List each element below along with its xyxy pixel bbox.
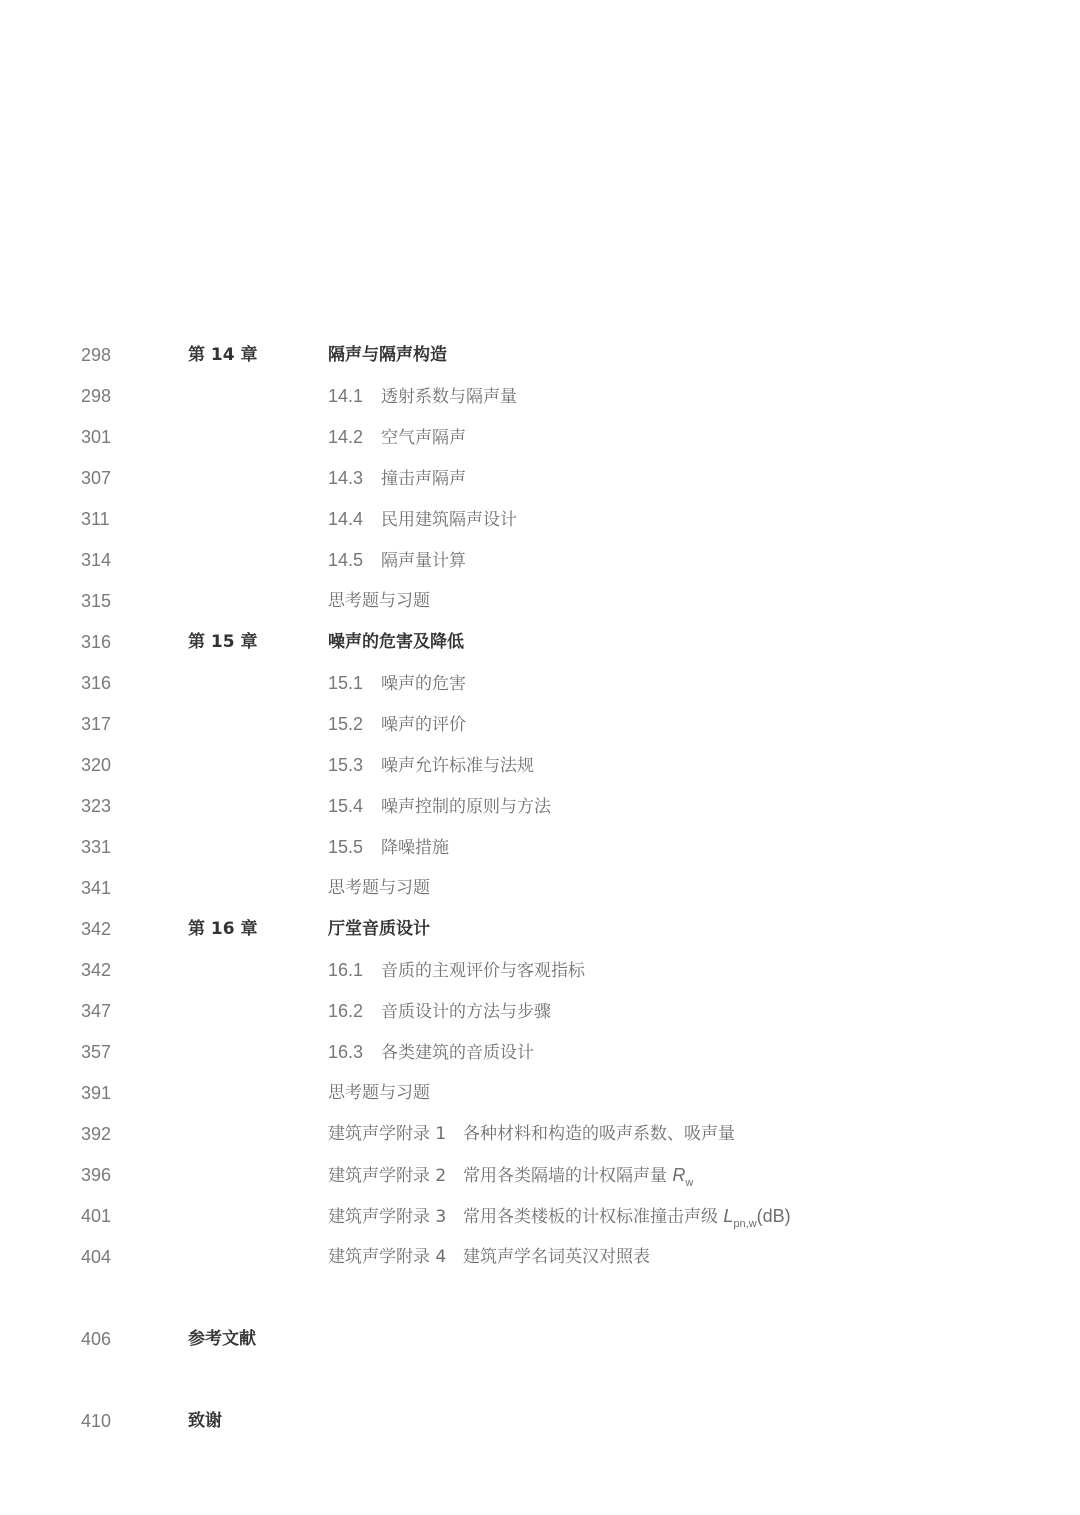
- section-entry: [328, 376, 517, 418]
- section-number: 16.2: [328, 1001, 364, 1021]
- section-title: 空气声隔声: [381, 428, 466, 448]
- chapter-label: 第 16 章: [188, 919, 258, 939]
- section-number: 16.1: [328, 960, 364, 980]
- toc-section-15-3[interactable]: [0, 745, 1080, 786]
- toc-section-14-3[interactable]: [0, 458, 1080, 499]
- page-number: 323: [81, 796, 112, 816]
- toc-acknowledgements[interactable]: [0, 1401, 1080, 1442]
- page-number: 320: [81, 755, 112, 775]
- page-number: 342: [81, 960, 112, 980]
- toc-appendix-2[interactable]: [0, 1155, 1080, 1196]
- page-number: 341: [81, 878, 112, 898]
- toc-appendix-4[interactable]: [0, 1237, 1080, 1278]
- appendix-entry: [328, 1196, 791, 1240]
- unit-label: (dB): [756, 1206, 791, 1226]
- section-entry: [328, 458, 466, 500]
- section-number: 14.4: [328, 509, 364, 529]
- appendix-title: 各种材料和构造的吸声系数、吸声量: [463, 1124, 735, 1144]
- appendix-entry: [328, 1237, 650, 1278]
- toc-section-14-5[interactable]: [0, 540, 1080, 581]
- toc-section-15-5[interactable]: [0, 827, 1080, 868]
- symbol-r: R: [672, 1165, 686, 1185]
- section-title: 各类建筑的音质设计: [381, 1043, 534, 1063]
- section-title: 噪声允许标准与法规: [381, 756, 534, 776]
- toc-exercises-15[interactable]: [0, 868, 1080, 909]
- page-number: 311: [81, 509, 110, 529]
- page-number: 307: [81, 468, 112, 488]
- page-number: 314: [81, 550, 112, 570]
- page-number: 315: [81, 591, 112, 611]
- toc-section-15-4[interactable]: [0, 786, 1080, 827]
- section-title: 噪声控制的原则与方法: [381, 797, 551, 817]
- page-number: 342: [81, 919, 112, 939]
- page-number: 410: [81, 1411, 112, 1431]
- section-entry: [328, 704, 466, 746]
- section-title: 透射系数与隔声量: [381, 387, 517, 407]
- page-number: 396: [81, 1165, 112, 1185]
- symbol-l: L: [723, 1206, 734, 1226]
- toc-section-16-1[interactable]: [0, 950, 1080, 991]
- section-title: 撞击声隔声: [381, 469, 466, 489]
- section-entry: [328, 417, 466, 459]
- toc-section-16-3[interactable]: [0, 1032, 1080, 1073]
- section-number: 15.5: [328, 837, 364, 857]
- toc-section-14-4[interactable]: [0, 499, 1080, 540]
- chapter-title: 隔声与隔声构造: [328, 345, 447, 365]
- section-entry: [328, 663, 466, 705]
- page-number: 406: [81, 1329, 112, 1349]
- toc-chapter-14[interactable]: [0, 335, 1080, 376]
- exercises-title: 思考题与习题: [328, 591, 430, 611]
- section-entry: [328, 499, 517, 541]
- toc-section-16-2[interactable]: [0, 991, 1080, 1032]
- section-entry: [328, 1032, 534, 1074]
- page-number: 347: [81, 1001, 112, 1021]
- section-entry: [328, 745, 534, 787]
- section-number: 15.3: [328, 755, 364, 775]
- section-title: 民用建筑隔声设计: [381, 510, 517, 530]
- exercises-title: 思考题与习题: [328, 1083, 430, 1103]
- page-number: 317: [81, 714, 112, 734]
- section-entry: [328, 991, 551, 1033]
- section-number: 15.2: [328, 714, 364, 734]
- page-number: 331: [81, 837, 112, 857]
- section-number: 14.1: [328, 386, 364, 406]
- page-number: 392: [81, 1124, 112, 1144]
- toc-appendix-3[interactable]: [0, 1196, 1080, 1237]
- page-number: 301: [81, 427, 112, 447]
- appendix-title: 建筑声学名词英汉对照表: [463, 1247, 650, 1267]
- section-title: 降噪措施: [381, 838, 449, 858]
- section-entry: [328, 950, 585, 992]
- page-number: 391: [81, 1083, 112, 1103]
- section-number: 15.1: [328, 673, 364, 693]
- toc-chapter-15[interactable]: [0, 622, 1080, 663]
- toc-section-15-2[interactable]: [0, 704, 1080, 745]
- page-number: 401: [81, 1206, 112, 1226]
- section-title: 噪声的评价: [381, 715, 466, 735]
- page-number: 404: [81, 1247, 112, 1267]
- toc-chapter-16[interactable]: [0, 909, 1080, 950]
- symbol-subscript: w: [685, 1177, 694, 1189]
- references-title: 参考文献: [188, 1329, 256, 1349]
- toc-appendix-1[interactable]: [0, 1114, 1080, 1155]
- acknowledgements-title: 致谢: [188, 1411, 222, 1431]
- toc-section-14-2[interactable]: [0, 417, 1080, 458]
- toc-exercises-14[interactable]: [0, 581, 1080, 622]
- page-number: 298: [81, 386, 112, 406]
- section-number: 16.3: [328, 1042, 364, 1062]
- chapter-title: 噪声的危害及降低: [328, 632, 464, 652]
- section-title: 音质设计的方法与步骤: [381, 1002, 551, 1022]
- page-number: 316: [81, 673, 112, 693]
- appendix-entry: [328, 1155, 693, 1199]
- chapter-title: 厅堂音质设计: [328, 919, 430, 939]
- section-title: 隔声量计算: [381, 551, 466, 571]
- section-entry: [328, 827, 449, 869]
- section-number: 14.2: [328, 427, 364, 447]
- section-number: 14.5: [328, 550, 364, 570]
- toc-section-15-1[interactable]: [0, 663, 1080, 704]
- symbol-subscript: pn,w: [733, 1218, 757, 1230]
- toc-references[interactable]: [0, 1319, 1080, 1360]
- section-entry: [328, 786, 551, 828]
- section-number: 15.4: [328, 796, 364, 816]
- exercises-title: 思考题与习题: [328, 878, 430, 898]
- page-number: 316: [81, 632, 112, 652]
- section-entry: [328, 540, 466, 582]
- appendix-entry: [328, 1114, 735, 1155]
- toc-exercises-16[interactable]: [0, 1073, 1080, 1114]
- table-of-contents: [0, 335, 1080, 1442]
- chapter-label: 第 14 章: [188, 345, 258, 365]
- chapter-label: 第 15 章: [188, 632, 258, 652]
- appendix-label: 建筑声学附录 4: [328, 1247, 447, 1267]
- section-title: 音质的主观评价与客观指标: [381, 961, 585, 981]
- section-number: 14.3: [328, 468, 364, 488]
- section-title: 噪声的危害: [381, 674, 466, 694]
- appendix-label: 建筑声学附录 3: [328, 1207, 447, 1227]
- appendix-title: 常用各类隔墙的计权隔声量: [463, 1166, 667, 1186]
- appendix-label: 建筑声学附录 1: [328, 1124, 447, 1144]
- page-number: 357: [81, 1042, 112, 1062]
- appendix-title: 常用各类楼板的计权标准撞击声级: [463, 1207, 718, 1227]
- toc-section-14-1[interactable]: [0, 376, 1080, 417]
- page-number: 298: [81, 345, 112, 365]
- appendix-label: 建筑声学附录 2: [328, 1166, 447, 1186]
